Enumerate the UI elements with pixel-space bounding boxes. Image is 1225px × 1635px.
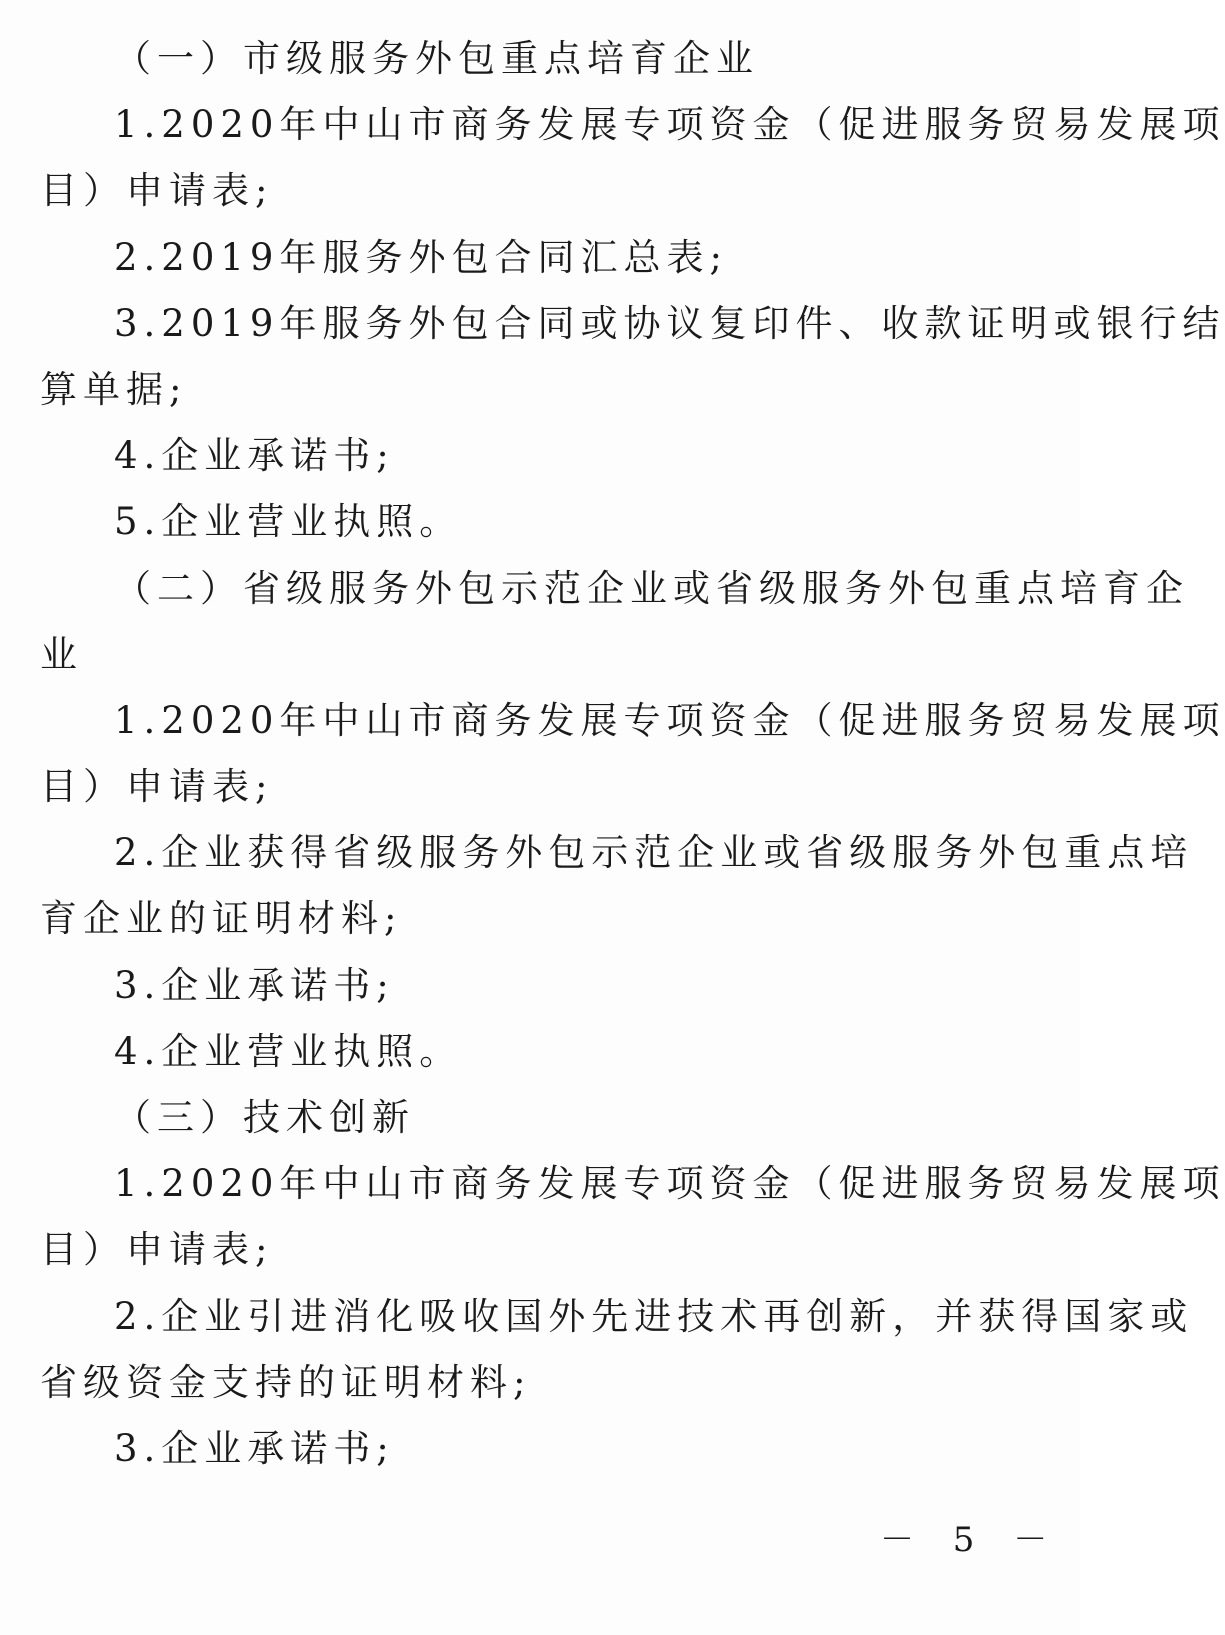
section-heading-1: （一）市级服务外包重点培育企业	[114, 37, 759, 80]
section-heading-3: （三）技术创新	[114, 1096, 415, 1139]
section-heading-2: （二）省级服务外包示范企业或省级服务外包重点培育企	[114, 566, 1189, 610]
list-item-text: 3.2019年服务外包合同或协议复印件、收款证明或银行结	[114, 301, 1225, 345]
list-item-text: 4.企业承诺书;	[114, 434, 395, 478]
list-item-text: 1.2020年中山市商务发展专项资金（促进服务贸易发展项	[114, 698, 1225, 742]
list-item-continuation: 目）申请表;	[40, 765, 274, 809]
document-body	[40, 26, 1225, 1482]
list-item-continuation: 目）申请表;	[40, 1228, 274, 1272]
list-item-text: 2.企业获得省级服务外包示范企业或省级服务外包重点培	[114, 831, 1194, 875]
list-item-continuation: 省级资金支持的证明材料;	[40, 1360, 532, 1404]
list-item-text: 3.企业承诺书;	[114, 1426, 395, 1470]
list-item-text: 1.2020年中山市商务发展专项资金（促进服务贸易发展项	[114, 103, 1225, 147]
list-item-continuation: 算单据;	[40, 367, 188, 411]
list-item-text: 4.企业营业执照。	[114, 1029, 463, 1073]
section-heading-continuation: 业	[40, 632, 83, 676]
list-item-continuation: 育企业的证明材料;	[40, 897, 403, 941]
list-item-text: 2.2019年服务外包合同汇总表;	[114, 235, 728, 279]
page-number: － 5 －	[880, 1520, 1062, 1560]
list-item-text: 1.2020年中山市商务发展专项资金（促进服务贸易发展项	[114, 1162, 1225, 1206]
list-item-continuation: 目）申请表;	[40, 169, 274, 213]
list-item-text: 5.企业营业执照。	[114, 500, 463, 544]
list-item-text: 2.企业引进消化吸收国外先进技术再创新，并获得国家或	[114, 1294, 1194, 1338]
list-item-text: 3.企业承诺书;	[114, 963, 395, 1007]
